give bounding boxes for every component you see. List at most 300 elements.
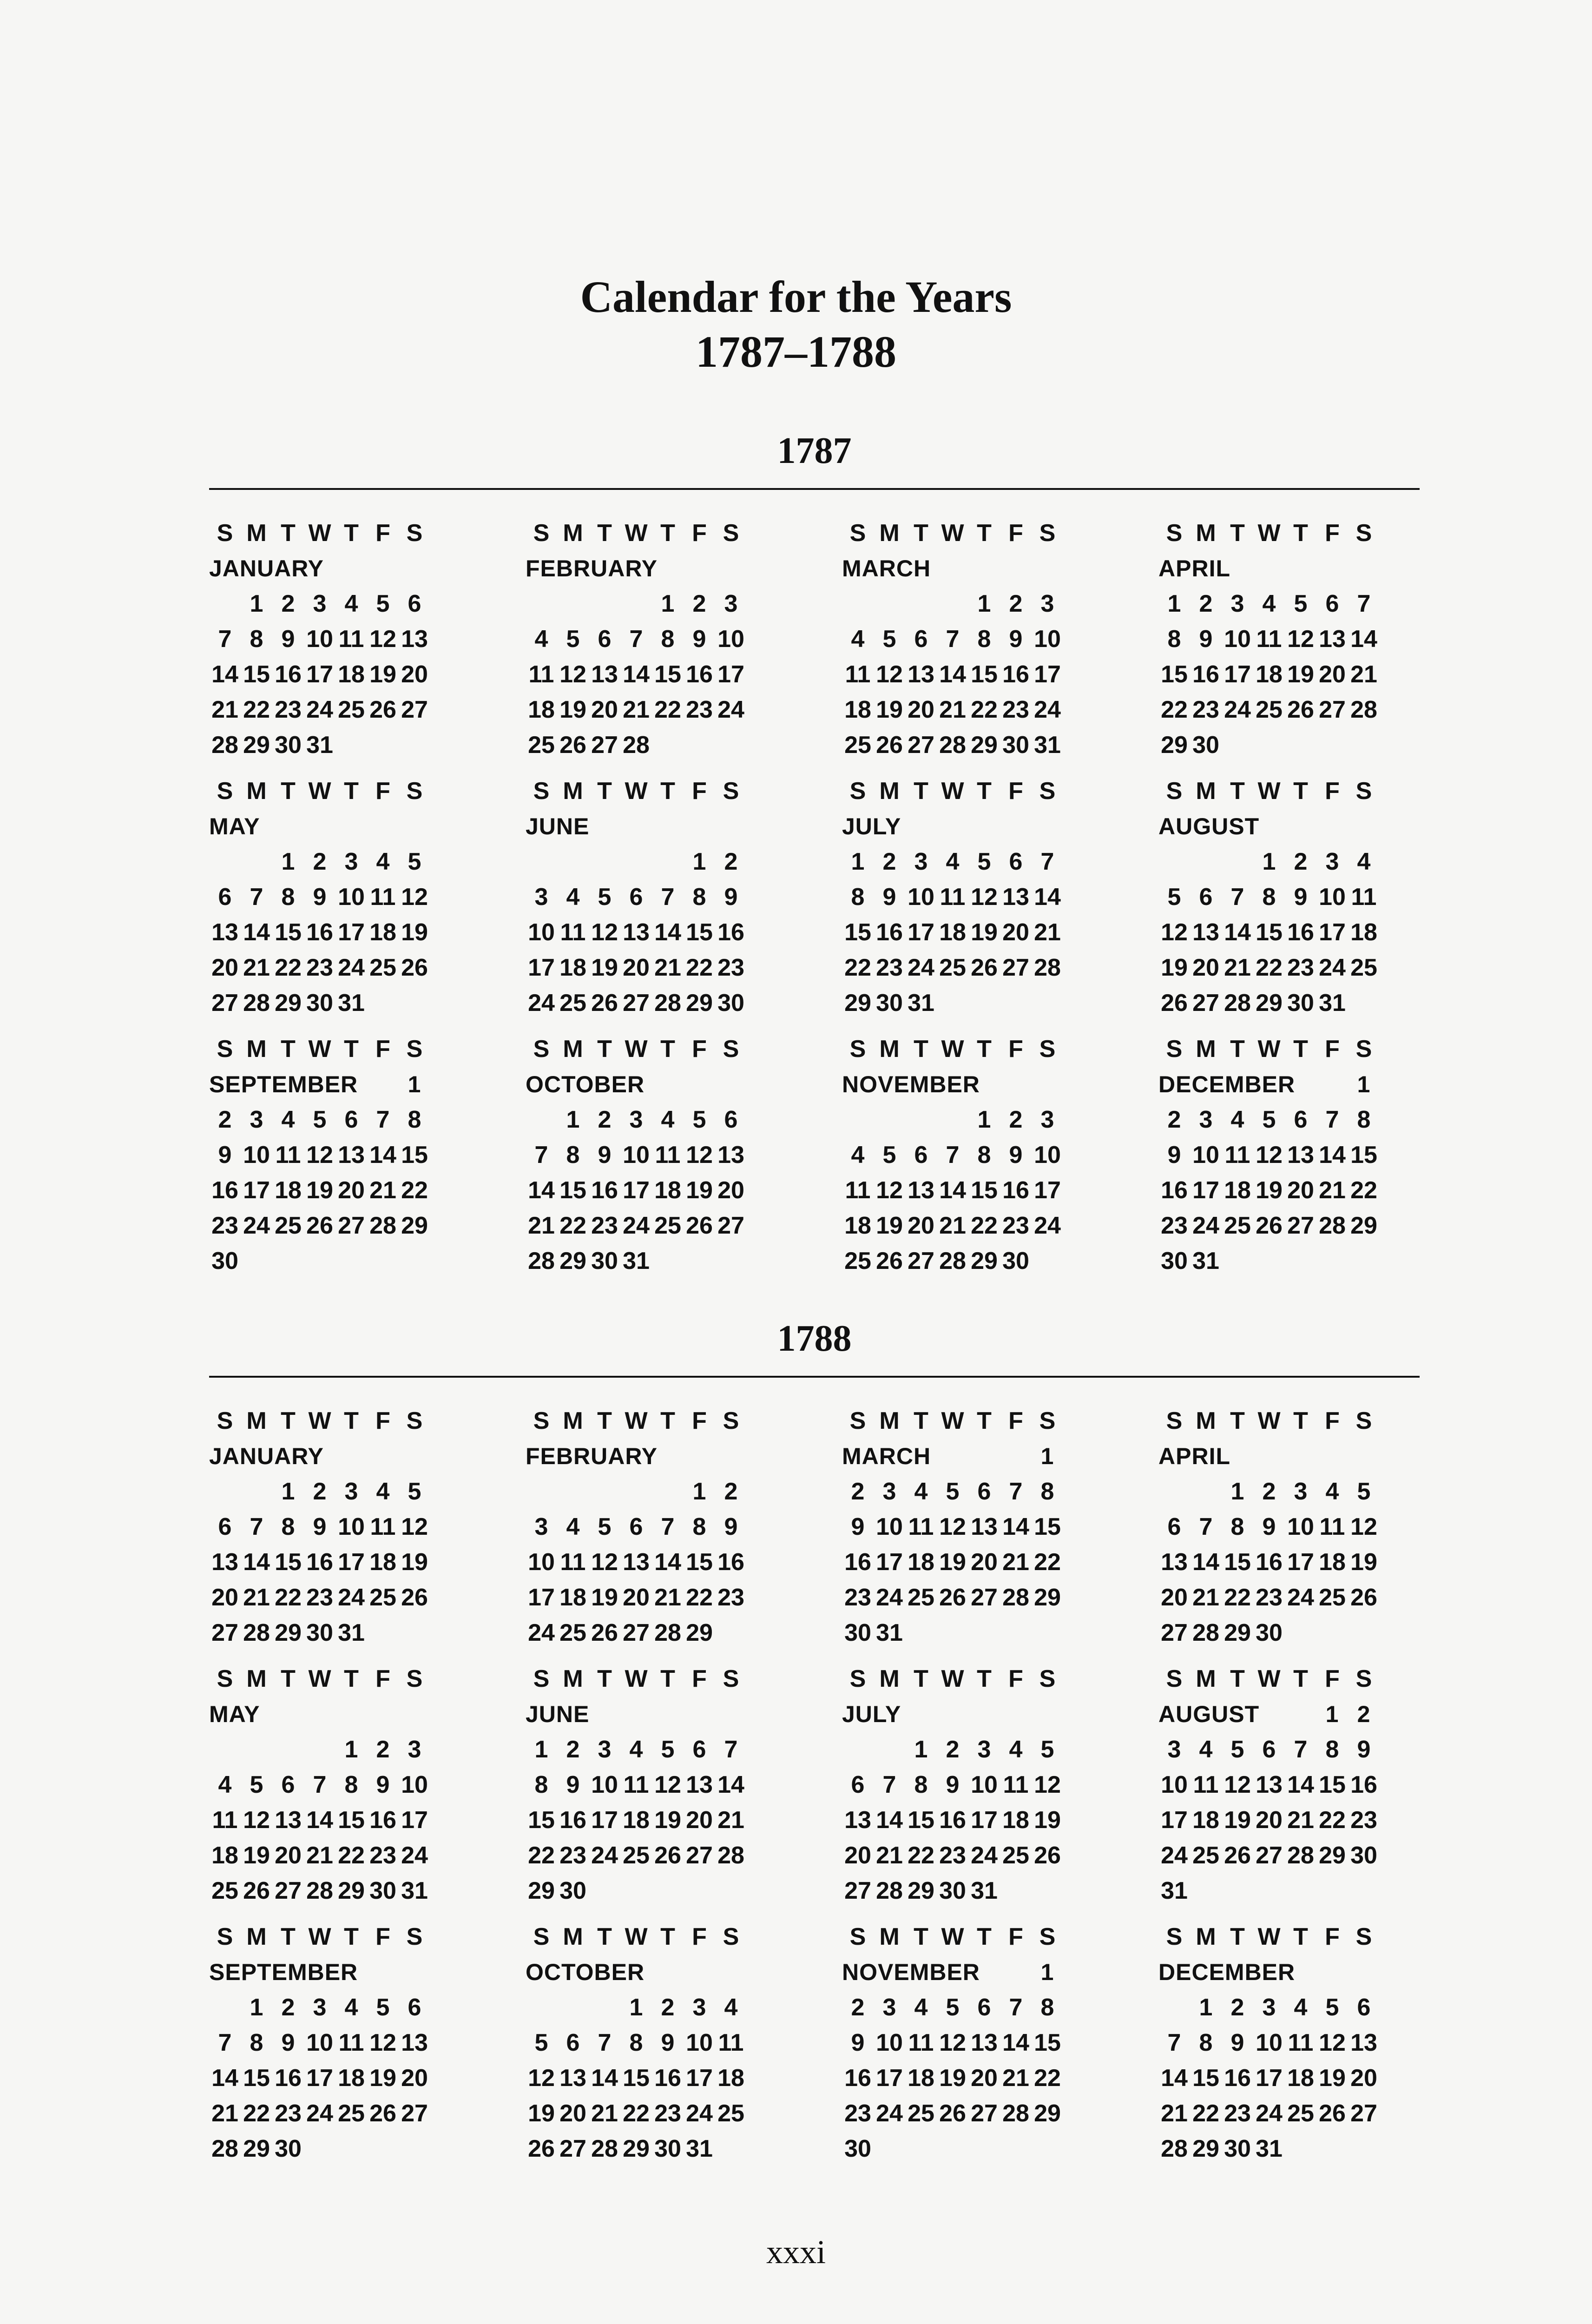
weekday-label: T	[660, 1923, 675, 1950]
month-name-row	[842, 1439, 1158, 1474]
day-cell: 5	[250, 1771, 263, 1798]
day-cell: 1	[977, 1106, 991, 1133]
day-cell: 23	[369, 1842, 396, 1869]
day-cell: 4	[376, 1478, 390, 1505]
weekday-header-row	[209, 773, 526, 809]
day-cell: 5	[566, 626, 580, 653]
weekday-header-row	[209, 1031, 526, 1067]
day-cell	[241, 1732, 272, 1767]
weekday-label: T	[597, 520, 612, 547]
day-cell: 14	[369, 1142, 396, 1169]
day-cell: 15	[1161, 661, 1188, 688]
day-cell: 13	[844, 1807, 871, 1834]
day-cell: 27	[971, 2100, 998, 2127]
year-section-1787	[209, 428, 1420, 1289]
day-cell: 27	[1319, 696, 1346, 723]
day-cell: 5	[1262, 1106, 1276, 1133]
day-cell: 12	[939, 2029, 966, 2056]
day-cell: 21	[1287, 1807, 1314, 1834]
day-cell: 22	[1256, 954, 1283, 981]
weekday-label: T	[344, 520, 359, 547]
day-cell: 22	[401, 1177, 428, 1204]
day-cell: 18	[1192, 1807, 1219, 1834]
day-cell: 5	[598, 1513, 612, 1540]
week-row	[526, 1802, 842, 1838]
weekday-label: S	[533, 520, 550, 547]
day-cell: 13	[1002, 884, 1029, 911]
day-cell	[1348, 1615, 1380, 1651]
month-name: JUNE	[526, 813, 590, 839]
weekday-label: T	[977, 1665, 992, 1692]
weekday-label: W	[625, 778, 648, 805]
day-cell: 5	[977, 848, 991, 875]
week-row	[526, 1173, 842, 1208]
day-cell: 26	[654, 1842, 681, 1869]
day-cell: 17	[1161, 1807, 1188, 1834]
day-cell: 1	[1325, 1701, 1339, 1727]
day-cell	[937, 1615, 968, 1651]
day-cell: 25	[559, 990, 586, 1017]
week-row	[1158, 950, 1475, 985]
day-cell	[557, 1990, 589, 2025]
day-cell: 24	[1319, 954, 1346, 981]
day-cell	[715, 1243, 747, 1279]
day-cell: 17	[591, 1807, 618, 1834]
day-cell: 6	[1199, 884, 1213, 911]
day-cell: 19	[971, 919, 998, 946]
weekday-label: T	[281, 1923, 296, 1950]
month-calendar	[526, 1919, 842, 2177]
weekday-header-row	[526, 1919, 842, 1954]
day-cell: 25	[908, 2100, 934, 2127]
week-row	[1158, 1102, 1475, 1137]
day-cell	[620, 1873, 652, 1908]
day-cell: 16	[876, 919, 903, 946]
weekday-label: S	[1039, 778, 1056, 805]
weekday-label: M	[563, 520, 583, 547]
week-row	[526, 1615, 842, 1651]
weekday-label: W	[625, 520, 648, 547]
day-cell: 13	[211, 919, 238, 946]
day-cell: 20	[971, 2065, 998, 2092]
day-cell: 6	[629, 1513, 643, 1540]
day-cell: 31	[1161, 1877, 1188, 1904]
weekday-label: S	[406, 778, 423, 805]
day-cell: 1	[692, 1478, 706, 1505]
day-cell: 29	[243, 2135, 270, 2162]
weekday-header-row	[842, 1661, 1158, 1697]
day-cell: 17	[1034, 661, 1061, 688]
weekday-label: W	[308, 1036, 331, 1063]
day-cell: 11	[623, 1771, 649, 1798]
day-cell: 29	[401, 1212, 428, 1239]
day-cell: 17	[908, 919, 934, 946]
day-cell: 9	[376, 1771, 390, 1798]
day-cell	[1348, 2131, 1380, 2166]
month-calendar	[209, 515, 526, 773]
week-row	[842, 1208, 1158, 1243]
weekday-label: T	[1230, 778, 1245, 805]
day-cell: 10	[876, 2029, 903, 2056]
day-cell: 22	[275, 954, 302, 981]
week-row	[526, 1208, 842, 1243]
day-cell: 7	[313, 1771, 327, 1798]
day-cell: 24	[971, 1842, 998, 1869]
day-cell: 29	[243, 732, 270, 759]
day-cell: 1	[344, 1736, 358, 1763]
day-cell	[589, 586, 620, 621]
weekday-label: T	[977, 1923, 992, 1950]
day-cell	[1190, 1873, 1222, 1908]
day-cell	[1348, 727, 1380, 763]
week-row	[1158, 1137, 1475, 1173]
day-cell: 20	[1161, 1584, 1188, 1611]
day-cell: 25	[939, 954, 966, 981]
weekday-header-row	[842, 1031, 1158, 1067]
day-cell	[1000, 985, 1032, 1021]
day-cell: 12	[654, 1771, 681, 1798]
day-cell: 9	[946, 1771, 960, 1798]
day-cell: 9	[692, 626, 706, 653]
day-cell: 23	[1350, 1807, 1377, 1834]
week-row	[1158, 1545, 1475, 1580]
day-cell	[1190, 1474, 1222, 1509]
day-cell: 11	[908, 1513, 934, 1540]
weekday-label: F	[375, 520, 390, 547]
day-cell: 24	[876, 2100, 903, 2127]
weekday-label: T	[660, 1665, 675, 1692]
day-cell: 3	[534, 1513, 548, 1540]
week-row	[209, 915, 526, 950]
day-cell: 28	[1319, 1212, 1346, 1239]
weekday-label: F	[1325, 1665, 1340, 1692]
day-cell: 19	[939, 2065, 966, 2092]
day-cell: 6	[218, 884, 232, 911]
day-cell: 18	[844, 1212, 871, 1239]
day-cell: 14	[654, 1549, 681, 1576]
weekday-label: F	[375, 1665, 390, 1692]
day-cell: 11	[1288, 2029, 1314, 2056]
day-cell	[905, 1102, 937, 1137]
day-cell	[272, 1732, 304, 1767]
day-cell: 2	[566, 1736, 580, 1763]
day-cell: 19	[243, 1842, 270, 1869]
months-grid	[209, 1403, 1420, 2177]
day-cell: 22	[338, 1842, 365, 1869]
day-cell: 25	[1192, 1842, 1219, 1869]
day-cell: 7	[1040, 848, 1054, 875]
week-row	[209, 2131, 526, 2166]
day-cell: 24	[306, 696, 333, 723]
day-cell: 28	[1034, 954, 1061, 981]
day-cell: 19	[559, 696, 586, 723]
week-row	[1158, 1873, 1475, 1908]
day-cell: 29	[971, 732, 998, 759]
weekday-label: W	[625, 1407, 648, 1434]
day-cell: 19	[1034, 1807, 1061, 1834]
day-cell	[968, 2131, 1000, 2166]
week-row	[1158, 727, 1475, 763]
day-cell: 20	[211, 954, 238, 981]
day-cell: 19	[591, 1584, 618, 1611]
day-cell: 2	[1230, 1994, 1244, 2021]
day-cell: 27	[338, 1212, 365, 1239]
day-cell: 16	[1350, 1771, 1377, 1798]
day-cell: 2	[1262, 1478, 1276, 1505]
day-cell: 11	[275, 1142, 301, 1169]
day-cell: 26	[1287, 696, 1314, 723]
day-cell: 25	[908, 1584, 934, 1611]
day-cell	[1348, 1243, 1380, 1279]
day-cell: 29	[1161, 732, 1188, 759]
weekday-label: T	[1293, 520, 1308, 547]
day-cell: 20	[686, 1807, 713, 1834]
day-cell: 24	[306, 2100, 333, 2127]
day-cell: 3	[882, 1478, 896, 1505]
day-cell: 12	[1224, 1771, 1251, 1798]
day-cell: 25	[1256, 696, 1283, 723]
day-cell: 20	[591, 696, 618, 723]
day-cell	[399, 727, 430, 763]
day-cell: 22	[1034, 1549, 1061, 1576]
day-cell	[367, 985, 399, 1021]
day-cell: 14	[1224, 919, 1251, 946]
day-cell: 18	[1002, 1807, 1029, 1834]
month-name-row	[209, 1067, 526, 1102]
weekday-label: S	[723, 520, 739, 547]
week-row	[209, 1137, 526, 1173]
day-cell: 29	[559, 1248, 586, 1274]
day-cell: 14	[654, 919, 681, 946]
weekday-label: M	[1196, 1665, 1216, 1692]
weekday-label: F	[1325, 1407, 1340, 1434]
day-cell: 13	[1192, 919, 1219, 946]
day-cell	[620, 586, 652, 621]
day-cell: 15	[275, 919, 302, 946]
day-cell: 11	[338, 626, 364, 653]
day-cell	[1348, 985, 1380, 1021]
day-cell: 16	[275, 2065, 302, 2092]
day-cell: 24	[1034, 696, 1061, 723]
day-cell: 17	[528, 1584, 555, 1611]
day-cell: 2	[1009, 1106, 1023, 1133]
day-cell: 26	[1350, 1584, 1377, 1611]
day-cell: 26	[876, 732, 903, 759]
day-cell	[1348, 1873, 1380, 1908]
day-cell: 2	[692, 590, 706, 617]
week-row	[526, 2025, 842, 2060]
day-cell: 16	[1161, 1177, 1188, 1204]
weekday-label: M	[1196, 520, 1216, 547]
weekday-label: T	[344, 1665, 359, 1692]
day-cell: 2	[1294, 848, 1308, 875]
day-cell: 29	[686, 1619, 713, 1646]
day-cell	[1253, 1873, 1285, 1908]
week-row	[1158, 1767, 1475, 1802]
day-cell: 3	[1199, 1106, 1213, 1133]
day-cell	[1253, 727, 1285, 763]
day-cell: 31	[686, 2135, 713, 2162]
month-name: MARCH	[842, 1443, 931, 1469]
day-cell: 22	[654, 696, 681, 723]
week-row	[842, 657, 1158, 692]
day-cell: 10	[338, 884, 365, 911]
weekday-label: T	[660, 520, 675, 547]
weekday-label: F	[375, 1407, 390, 1434]
day-cell	[589, 1873, 620, 1908]
day-cell	[336, 727, 367, 763]
weekday-label: S	[1166, 778, 1183, 805]
day-cell: 30	[591, 1248, 618, 1274]
day-cell: 23	[306, 954, 333, 981]
week-row	[209, 1545, 526, 1580]
weekday-label: T	[344, 1036, 359, 1063]
day-cell: 29	[623, 2135, 650, 2162]
day-cell: 31	[1256, 2135, 1283, 2162]
day-cell	[937, 586, 968, 621]
month-calendar	[526, 1031, 842, 1289]
day-cell: 12	[1287, 626, 1314, 653]
day-cell: 7	[946, 1142, 960, 1169]
day-cell	[526, 1474, 557, 1509]
day-cell: 7	[1167, 2029, 1181, 2056]
day-cell	[399, 1615, 430, 1651]
week-row	[526, 1873, 842, 1908]
day-cell: 21	[1192, 1584, 1219, 1611]
weekday-label: M	[879, 1407, 900, 1434]
day-cell: 5	[882, 1142, 896, 1169]
day-cell: 12	[1319, 2029, 1346, 2056]
day-cell: 1	[250, 1994, 263, 2021]
week-row	[1158, 692, 1475, 727]
weekday-label: M	[879, 520, 900, 547]
day-cell: 27	[1161, 1619, 1188, 1646]
week-row	[842, 2025, 1158, 2060]
day-cell: 11	[1193, 1771, 1219, 1798]
month-name-row	[209, 1439, 526, 1474]
day-cell: 12	[591, 1549, 618, 1576]
day-cell: 14	[939, 661, 966, 688]
day-cell: 10	[623, 1142, 650, 1169]
day-cell: 3	[344, 848, 358, 875]
day-cell: 29	[338, 1877, 365, 1904]
day-cell: 2	[882, 848, 896, 875]
weekday-header-row	[842, 1919, 1158, 1954]
day-cell: 14	[591, 2065, 618, 2092]
day-cell: 24	[528, 990, 555, 1017]
day-cell: 15	[971, 1177, 998, 1204]
weekday-label: S	[849, 778, 866, 805]
day-cell: 8	[1167, 626, 1181, 653]
day-cell: 15	[1034, 2029, 1061, 2056]
day-cell	[209, 1990, 241, 2025]
day-cell: 10	[876, 1513, 903, 1540]
day-cell: 25	[338, 2100, 365, 2127]
week-row	[1158, 1173, 1475, 1208]
weekday-label: T	[1230, 1407, 1245, 1434]
day-cell: 22	[686, 954, 713, 981]
day-cell: 12	[401, 1513, 428, 1540]
day-cell: 22	[686, 1584, 713, 1611]
day-cell: 29	[1319, 1842, 1346, 1869]
day-cell: 6	[914, 626, 928, 653]
day-cell: 16	[559, 1807, 586, 1834]
day-cell	[399, 985, 430, 1021]
year-divider	[209, 1376, 1420, 1378]
weekday-label: T	[1293, 778, 1308, 805]
day-cell: 15	[623, 2065, 650, 2092]
day-cell	[526, 1102, 557, 1137]
day-cell: 18	[528, 696, 555, 723]
weekday-label: T	[977, 778, 992, 805]
day-cell: 15	[1192, 2065, 1219, 2092]
month-name-row	[842, 551, 1158, 586]
day-cell: 15	[844, 919, 871, 946]
day-cell: 5	[408, 1478, 421, 1505]
day-cell: 7	[946, 626, 960, 653]
day-cell: 7	[661, 1513, 675, 1540]
week-row	[1158, 844, 1475, 879]
day-cell: 4	[914, 1478, 928, 1505]
day-cell	[652, 1474, 684, 1509]
day-cell: 27	[686, 1842, 713, 1869]
day-cell	[905, 586, 937, 621]
week-row	[526, 1580, 842, 1615]
day-cell: 5	[882, 626, 896, 653]
month-name-row	[526, 551, 842, 586]
day-cell: 11	[845, 1177, 871, 1204]
day-cell: 22	[623, 2100, 650, 2127]
weekday-header-row	[842, 515, 1158, 551]
weekday-label: F	[1325, 520, 1340, 547]
day-cell	[874, 586, 905, 621]
day-cell: 4	[566, 1513, 580, 1540]
week-row	[842, 1732, 1158, 1767]
day-cell	[968, 985, 1000, 1021]
day-cell: 28	[1350, 696, 1377, 723]
day-cell: 10	[338, 1513, 365, 1540]
week-row	[1158, 1802, 1475, 1838]
day-cell: 23	[275, 696, 302, 723]
weekday-label: T	[1230, 520, 1245, 547]
weekday-label: F	[1325, 778, 1340, 805]
day-cell: 6	[692, 1736, 706, 1763]
day-cell: 29	[1224, 1619, 1251, 1646]
day-cell: 8	[692, 884, 706, 911]
month-calendar	[1158, 515, 1475, 773]
day-cell: 15	[1319, 1771, 1346, 1798]
day-cell: 4	[344, 1994, 358, 2021]
month-name-row	[1158, 551, 1475, 586]
week-row	[209, 2060, 526, 2096]
day-cell: 16	[1287, 919, 1314, 946]
day-cell: 3	[1262, 1994, 1276, 2021]
month-calendar	[526, 1403, 842, 1661]
day-cell	[652, 1873, 684, 1908]
day-cell: 7	[1009, 1994, 1023, 2021]
day-cell: 22	[971, 1212, 998, 1239]
month-name-row	[842, 1697, 1158, 1732]
day-cell: 10	[528, 1549, 555, 1576]
day-cell: 26	[401, 1584, 428, 1611]
weekday-header-row	[1158, 1661, 1475, 1697]
weekday-label: W	[1257, 1923, 1281, 1950]
week-row	[526, 692, 842, 727]
weekday-label: F	[1008, 520, 1023, 547]
day-cell: 31	[971, 1877, 998, 1904]
day-cell: 3	[1230, 590, 1244, 617]
day-cell: 18	[559, 954, 586, 981]
